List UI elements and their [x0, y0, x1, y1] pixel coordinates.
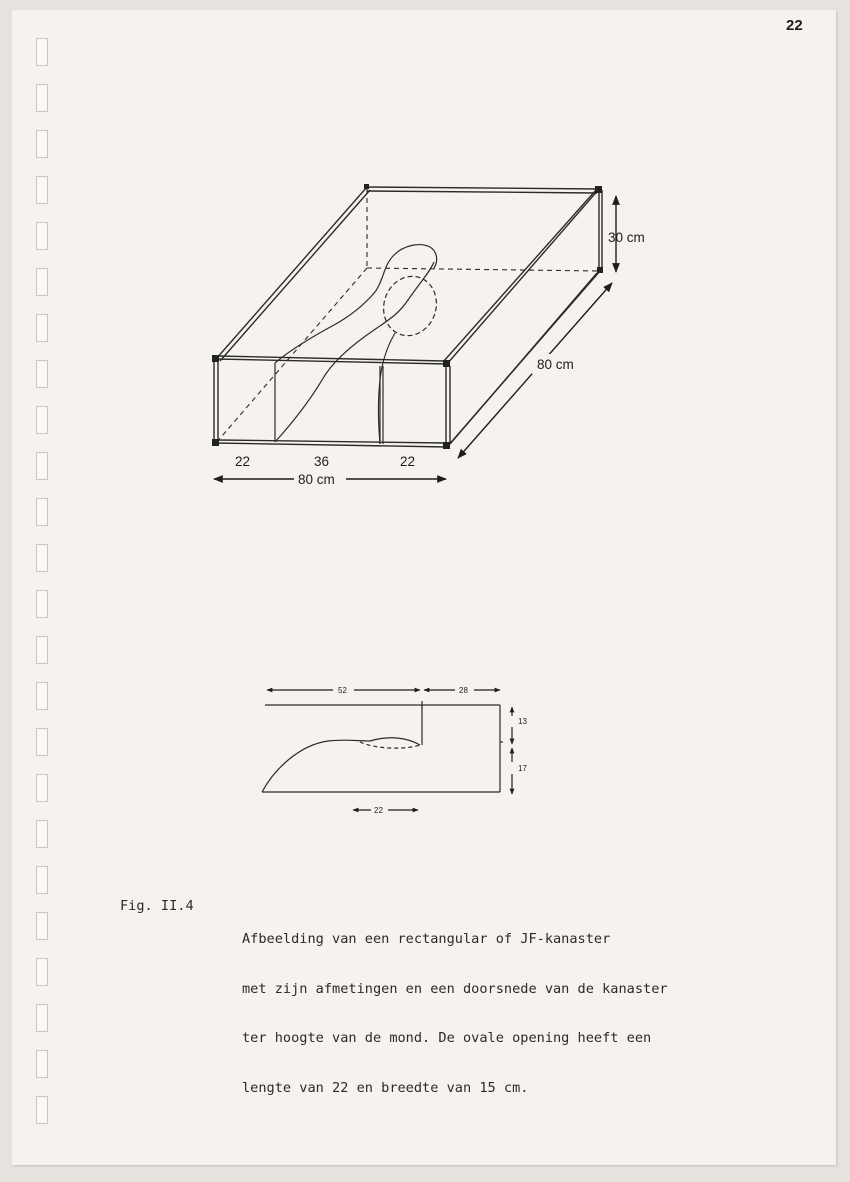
section-bottom-label: 22 — [374, 806, 383, 815]
height-label: 30 cm — [608, 230, 645, 245]
caption-line: ter hoogte van de mond. De ovale opening heeft een — [242, 1030, 652, 1046]
segment-mid-label: 36 — [314, 454, 330, 469]
caption-line: Afbeelding van een rectangular of JF-kanaster — [242, 931, 611, 947]
width-label: 80 cm — [298, 472, 335, 487]
cross-section-figure — [262, 701, 503, 792]
figure-label: Fig. II.4 — [120, 898, 194, 914]
segment-left-label: 22 — [235, 454, 251, 469]
box-hidden-edges — [216, 189, 599, 443]
segment-right-label: 22 — [400, 454, 416, 469]
section-right-upper-label: 13 — [518, 717, 527, 726]
corner-bolts — [212, 184, 603, 449]
oval-opening — [376, 269, 444, 342]
depth-label: 80 cm — [537, 357, 574, 372]
section-top-left-label: 52 — [338, 686, 347, 695]
caption-line: met zijn afmetingen en een doorsnede van de kanaster — [242, 980, 668, 997]
caption-line: lengte van 22 en breedte van 15 cm. — [242, 1079, 529, 1096]
box-vertical-edges — [214, 189, 602, 446]
caption-text — [242, 898, 668, 1129]
section-top-right-label: 28 — [459, 686, 468, 695]
box-inner-panels — [275, 245, 437, 444]
isometric-box-figure — [212, 184, 603, 449]
figure-caption — [120, 898, 668, 1096]
page-number: 22 — [786, 17, 803, 34]
section-right-lower-label: 17 — [518, 764, 527, 773]
